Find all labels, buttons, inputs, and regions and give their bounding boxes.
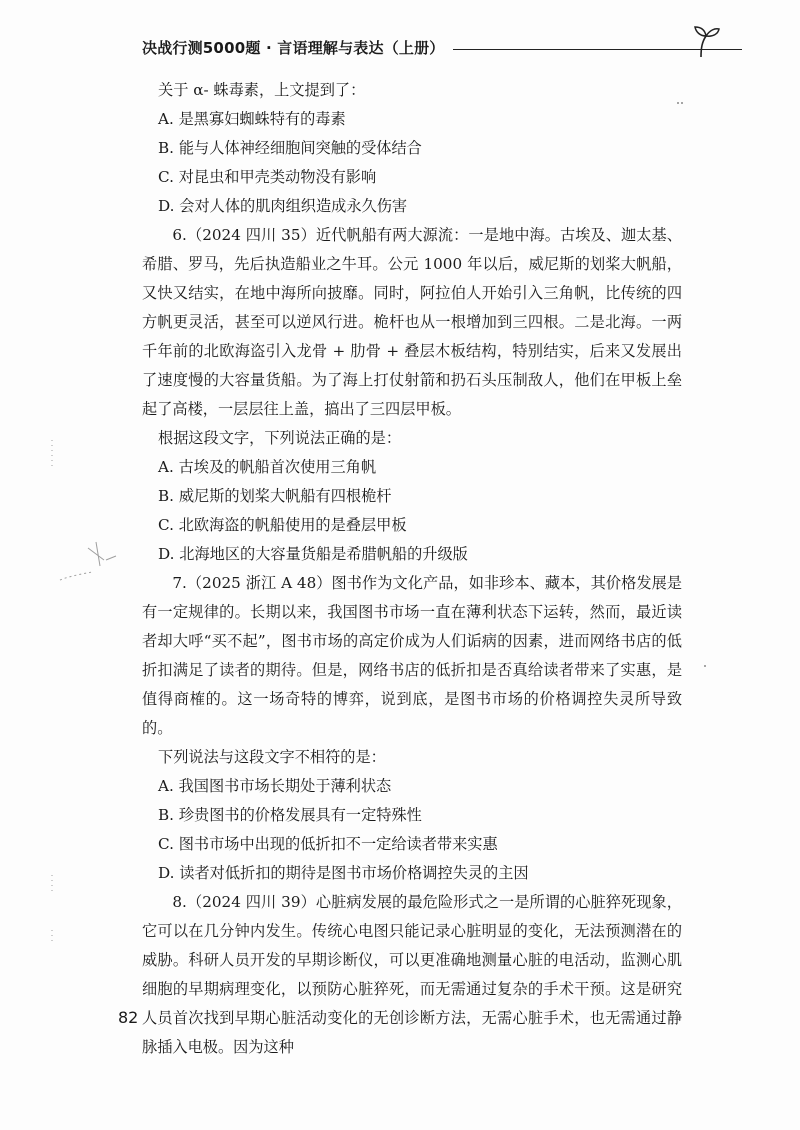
q7-option-b: B. 珍贵图书的价格发展具有一定特殊性 — [158, 806, 422, 824]
q6-option-b: B. 威尼斯的划桨大帆船有四根桅杆 — [158, 487, 392, 505]
q6-stem: 6.（2024 四川 35）近代帆船有两大源流：一是地中海。古埃及、迦太基、希腊、罗马，先后执造船业之牛耳。公元 1000 年以后，威尼斯的划桨大帆船，又快又结实，在地中海所向披靡。同时，阿拉伯人开始引入三角帆，比传统的四方帆更灵活，甚至可以逆风行进。桅杆也从一根增加到三四根。二是北海。一两千年前的北欧海盗引入龙骨 + 肋骨 + 叠层木板结构，特别结实，后来又发展出了速度慢的大容量货船。为了海上打仗射箭和扔石头压制敌人，他们在甲板上垒起了高楼，一层层往上盖，搞出了三四层甲板。 — [142, 226, 682, 418]
q8-stem: 8.（2024 四川 39）心脏病发展的最危险形式之一是所谓的心脏猝死现象，它可以在几分钟内发生。传统心电图只能记录心脏明显的变化，无法预测潜在的威胁。科研人员开发的早期诊断仪，可以更准确地测量心脏的电活动，监测心肌细胞的早期病理变化，以预防心脏猝死，而无需通过复杂的手术干预。这是研究人员首次找到早期心脏活动变化的无创诊断方法，无需心脏手术，也无需通过静脉插入电极。因为这种 — [142, 893, 682, 1056]
q5-option-d: D. 会对人体的肌肉组织造成永久伤害 — [158, 197, 408, 215]
q5-option-a: A. 是黑寡妇蜘蛛特有的毒素 — [158, 110, 346, 128]
q5-option-b: B. 能与人体神经细胞间突触的受体结合 — [158, 139, 422, 157]
q6-option-d: D. 北海地区的大容量货船是希腊帆船的升级版 — [158, 545, 468, 563]
body-text — [142, 76, 682, 1062]
q7-option-d: D. 读者对低折扣的期待是图书市场价格调控失灵的主因 — [158, 864, 529, 882]
q5-option-c: C. 对昆虫和甲壳类动物没有影响 — [158, 168, 377, 186]
page-number: 82 — [118, 1008, 139, 1027]
q7-prompt: 下列说法与这段文字不相符的是： — [158, 748, 386, 766]
q7-stem: 7.（2025 浙江 A 48）图书作为文化产品，如非珍本、藏本，其价格发展是有一定规律的。长期以来，我国图书市场一直在薄利状态下运转，然而，最近读者却大呼“买不起”，图书市场的高定价成为人们诟病的因素，进而网络书店的低折扣满足了读者的期待。但是，网络书店的低折扣是否真给读者带来了实惠，是值得商榷的。这一场奇特的博弈，说到底，是图书市场的价格调控失灵所导致的。 — [142, 574, 682, 737]
book-title: 决战行测5000题 · 言语理解与表达（上册） — [142, 38, 445, 57]
q7-option-c: C. 图书市场中出现的低折扣不一定给读者带来实惠 — [158, 835, 498, 853]
q7-option-a: A. 我国图书市场长期处于薄利状态 — [158, 777, 392, 795]
q6-option-a: A. 古埃及的帆船首次使用三角帆 — [158, 458, 377, 476]
q6-prompt: 根据这段文字，下列说法正确的是： — [158, 429, 401, 447]
q5-prompt: 关于 α- 蛛毒素，上文提到了： — [158, 81, 366, 99]
sprout-icon — [692, 24, 720, 58]
q6-option-c: C. 北欧海盗的帆船使用的是叠层甲板 — [158, 516, 407, 534]
running-header — [142, 34, 742, 60]
